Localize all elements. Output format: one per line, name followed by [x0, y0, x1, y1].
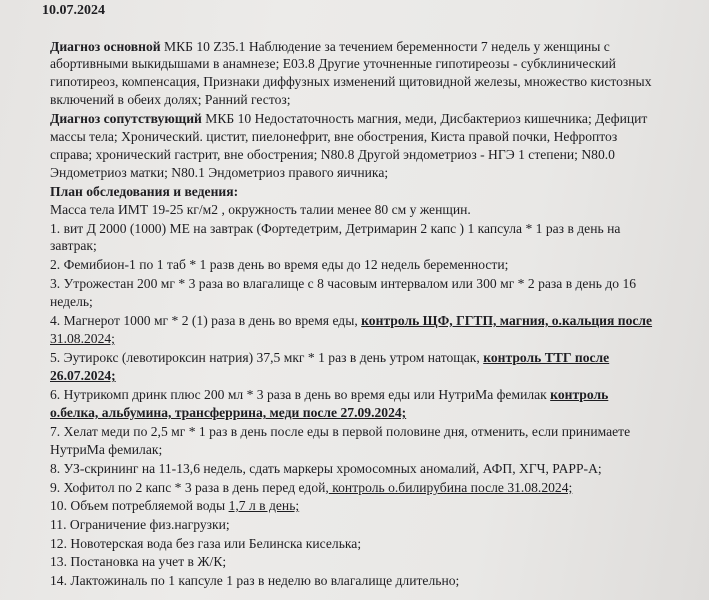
main-diagnosis-line-3: гипотиреоз, компенсация, Признаки диффузных изменений щитовидной железы, множество кистозных: [50, 74, 652, 89]
plan-item-13: 13. Постановка на учет в Ж/К;: [50, 554, 227, 569]
plan-item-9: 9. Хофитол по 2 капс * 3 раза в день перед едой, контроль о.билирубина после 31.08.2024;: [50, 480, 573, 495]
plan-item-1-line-2: завтрак;: [50, 238, 97, 253]
plan-item-4-line-1: 4. Магнерот 1000 мг * 2 (1) раза в день во время еды, контроль ЩФ, ГГТП, магния, о.кальция после: [50, 313, 653, 328]
document-date: 10.07.2024: [42, 3, 105, 18]
plan-item-5-line-2: 26.07.2024;: [50, 368, 116, 383]
plan-item-1-line-1: 1. вит Д 2000 (1000) МЕ на завтрак (Фортедетрим, Детримарин 2 капс ) 1 капсула * 1 раз в день на: [50, 221, 621, 236]
plan-item-3-line-1: 3. Утрожестан 200 мг * 3 раза во влагалище с 8 часовым интервалом или 300 мг * 2 раза в день до 16: [50, 276, 637, 291]
main-diagnosis-label: Диагноз основной: [50, 39, 161, 54]
plan-item-6-line-2: о.белка, альбумина, трансферрина, меди после 27.09.2024;: [50, 405, 407, 420]
plan-item-10-volume: 1,7 л в день;: [228, 498, 300, 513]
plan-item-10: 10. Объем потребляемой воды 1,7 л в день;: [50, 498, 300, 513]
plan-item-7-line-1: 7. Хелат меди по 2,5 мг * 1 раз в день после еды в первой половине дня, отменить, если принимаете: [50, 424, 631, 439]
main-diagnosis-line-4: включений в обеих долях; Ранний гестоз;: [50, 92, 291, 107]
plan-item-9-control: контроль о.билирубина после 31.08.2024;: [328, 480, 573, 495]
plan-title: План обследования и ведения:: [50, 184, 239, 199]
plan-item-3-line-2: недель;: [50, 294, 93, 309]
plan-intro: Масса тела ИМТ 19-25 кг/м2 , окружность талии менее 80 см у женщин.: [50, 202, 471, 217]
plan-item-2: 2. Фемибион-1 по 1 таб * 1 разв день во время еды до 12 недель беременности;: [50, 257, 509, 272]
plan-item-12: 12. Новотерская вода без газа или Белинска киселька;: [50, 536, 362, 551]
plan-item-11: 11. Ограничение физ.нагрузки;: [50, 517, 230, 532]
secondary-diagnosis-line-4: Эндометриоз матки; N80.1 Эндометриоз правого яичника;: [50, 165, 389, 180]
main-diagnosis-line-2: абортивными выкидышами в анамнезе; E03.8 Другие уточненные гипотиреозы - субклинический: [50, 56, 616, 71]
plan-item-6-control: контроль: [550, 387, 609, 402]
plan-item-6-line-1: 6. Нутрикомп дринк плюс 200 мл * 3 раза в день во время еды или НутриМа фемилак контроль: [50, 387, 609, 402]
plan-item-4-control: контроль ЩФ, ГГТП, магния, о.кальция после: [361, 313, 653, 328]
plan-item-8: 8. УЗ-скрининг на 11-13,6 недель, сдать маркеры хромосомных аномалий, АФП, ХГЧ, PAPP-A;: [50, 461, 602, 476]
secondary-diagnosis-label: Диагноз сопутствующий: [50, 111, 202, 126]
plan-item-4-line-2: 31.08.2024;: [50, 331, 115, 346]
secondary-diagnosis-line-1: Диагноз сопутствующий МКБ 10 Недостаточность магния, меди, Дисбактериоз кишечника; Дефицит: [50, 111, 648, 126]
secondary-diagnosis-line-2: массы тела; Хронический. цистит, пиелонефрит, вне обострения, Киста правой почки, Нефроптоз: [50, 129, 618, 144]
secondary-diagnosis-line-3: справа; хронический гастрит, вне обострения; N80.8 Другой эндометриоз - НГЭ 1 степени; N80.0: [50, 147, 615, 162]
plan-item-5-line-1: 5. Эутирокс (левотироксин натрия) 37,5 мкг * 1 раз в день утром натощак, контроль ТТГ после: [50, 350, 610, 365]
plan-item-5-control: контроль ТТГ после: [483, 350, 610, 365]
main-diagnosis-line-1: Диагноз основной МКБ 10 Z35.1 Наблюдение за течением беременности 7 недель у женщины с: [50, 39, 610, 54]
plan-item-14: 14. Лактожиналь по 1 капсуле 1 раз в неделю во влагалище длительно;: [50, 573, 460, 588]
plan-item-7-line-2: НутриМа фемилак;: [50, 442, 163, 457]
